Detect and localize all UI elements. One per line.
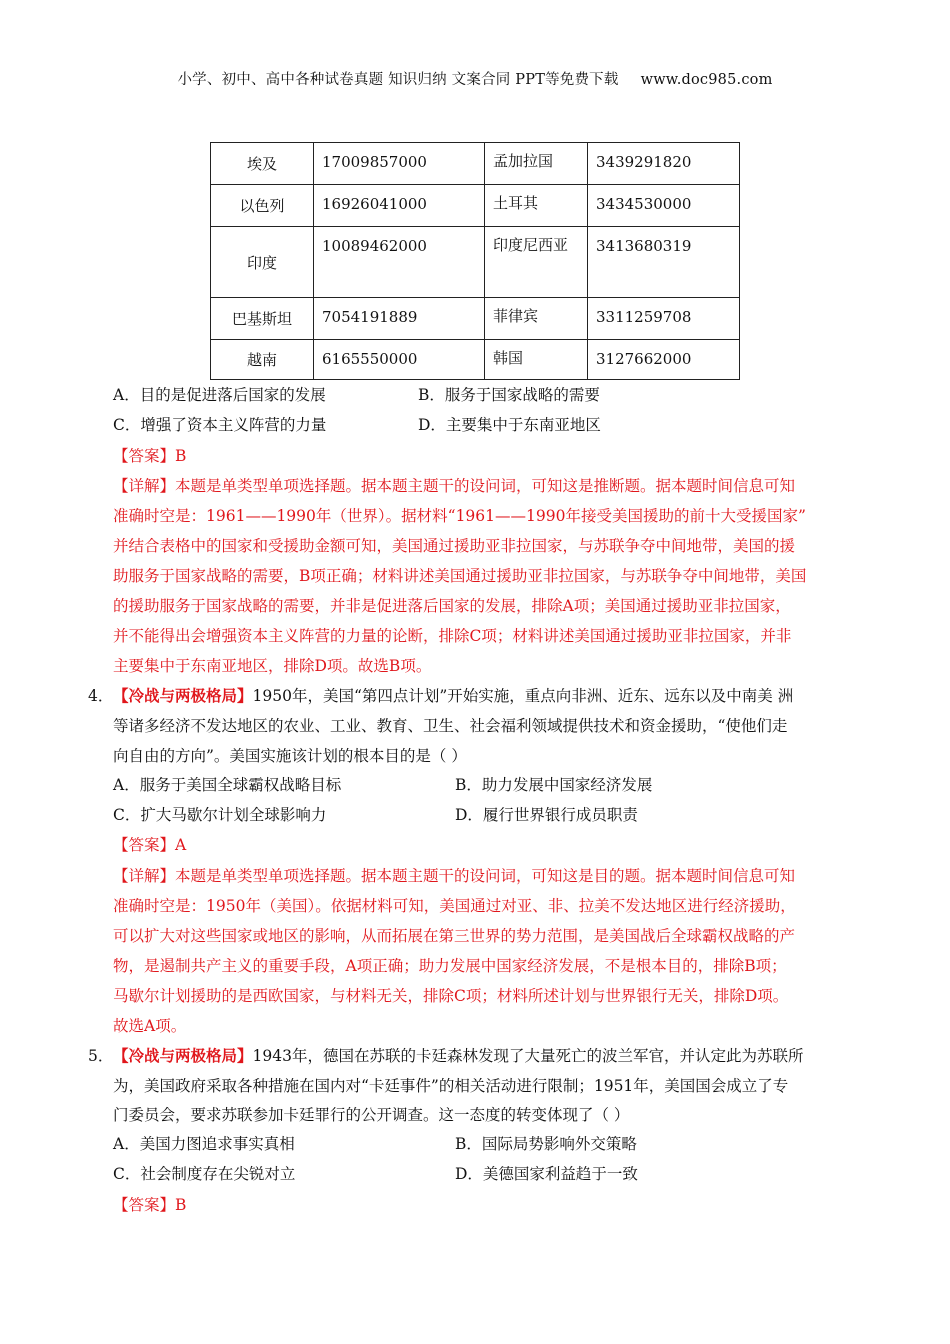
q4-detail-line: 准确时空是：1950年（美国）。依据材料可知，美国通过对亚、非、拉美不发达地区进行经济援助， xyxy=(113,897,796,915)
q5-tag: 【冷战与两极格局】 xyxy=(113,1046,253,1065)
q3-detail-line: 准确时空是：1961——1990年（世界）。据材料“1961——1990年接受美国援助的前十大受援国家” xyxy=(113,507,806,525)
table-row xyxy=(211,185,740,227)
q4-stem-first xyxy=(113,684,793,706)
q4-option-b: B．助力发展中国家经济发展 xyxy=(455,776,653,794)
page-header xyxy=(0,68,950,89)
table-cell: 3439291820 xyxy=(588,143,740,185)
q3-detail-line: 的援助服务于国家战略的需要，并非是促进落后国家的发展，排除A项；美国通过援助亚非拉国家， xyxy=(113,597,791,615)
table-cell: 17009857000 xyxy=(314,143,485,185)
q4-detail-line: 故选A项。 xyxy=(113,1017,187,1035)
q3-detail-line: 并不能得出会增强资本主义阵营的力量的论断，排除C项；材料讲述美国通过援助亚非拉国家，并非 xyxy=(113,627,792,645)
table-cell: 3127662000 xyxy=(588,340,740,380)
q5-option-d: D．美德国家利益趋于一致 xyxy=(455,1165,638,1183)
q5-option-c: C．社会制度存在尖锐对立 xyxy=(113,1165,296,1183)
table-cell: 韩国 xyxy=(485,340,588,380)
q3-option-a: A．目的是促进落后国家的发展 xyxy=(113,386,326,404)
table-cell: 3413680319 xyxy=(588,227,740,298)
q4-number: 4． xyxy=(88,687,114,705)
q5-number: 5． xyxy=(88,1047,114,1065)
q5-stem-first xyxy=(113,1044,803,1066)
q4-tag: 【冷战与两极格局】 xyxy=(113,686,253,705)
q4-option-d: D．履行世界银行成员职责 xyxy=(455,806,638,824)
q4-answer: 【答案】A xyxy=(113,836,187,854)
table-cell: 孟加拉国 xyxy=(485,143,588,185)
q3-option-d: D．主要集中于东南亚地区 xyxy=(418,416,601,434)
q4-option-c: C．扩大马歇尔计划全球影响力 xyxy=(113,806,327,824)
q4-detail-line: 马歇尔计划援助的是西欧国家，与材料无关，排除C项；材料所述计划与世界银行无关，排除D项。 xyxy=(113,987,789,1005)
q4-stem-line: 1950年，美国“第四点计划”开始实施，重点向非洲、近东、远东以及中南美 洲 xyxy=(252,687,794,705)
table-cell: 以色列 xyxy=(211,185,314,227)
table-cell: 菲律宾 xyxy=(485,298,588,340)
q5-stem-line: 1943年，德国在苏联的卡廷森林发现了大量死亡的波兰军官，并认定此为苏联所 xyxy=(252,1047,804,1065)
q5-option-a: A．美国力图追求事实真相 xyxy=(113,1135,295,1153)
q3-option-c: C．增强了资本主义阵营的力量 xyxy=(113,416,327,434)
q4-detail-line: 可以扩大对这些国家或地区的影响，从而拓展在第三世界的势力范围，是美国战后全球霸权战略的产 xyxy=(113,927,796,945)
table-cell: 印度 xyxy=(211,227,314,298)
q5-stem-line: 为，美国政府采取各种措施在国内对“卡廷事件”的相关活动进行限制；1951年，美国国会成立了专 xyxy=(113,1077,789,1095)
q3-detail-line: 并结合表格中的国家和受援助金额可知，美国通过援助亚非拉国家，与苏联争夺中间地带，美国的援 xyxy=(113,537,796,555)
q3-detail-line: 【详解】本题是单类型单项选择题。据本题主题干的设问词，可知这是推断题。据本题时间信息可知 xyxy=(113,477,796,495)
table-cell: 印度尼西亚 xyxy=(485,227,588,298)
table-row xyxy=(211,298,740,340)
q5-stem-line: 门委员会，要求苏联参加卡廷罪行的公开调查。这一态度的转变体现了（ ） xyxy=(113,1106,630,1124)
table-cell: 16926041000 xyxy=(314,185,485,227)
aid-table xyxy=(210,142,740,380)
table-row xyxy=(211,227,740,298)
table-cell: 7054191889 xyxy=(314,298,485,340)
table-cell: 越南 xyxy=(211,340,314,380)
table-cell: 3434530000 xyxy=(588,185,740,227)
header-url[interactable]: www.doc985.com xyxy=(640,72,773,88)
header-text: 小学、初中、高中各种试卷真题 知识归纳 文案合同 PPT等免费下载 xyxy=(177,72,619,88)
table-cell: 土耳其 xyxy=(485,185,588,227)
q4-detail-line: 物，是遏制共产主义的重要手段，A项正确；助力发展中国家经济发展，不是根本目的，排除B项； xyxy=(113,957,787,975)
table-cell: 埃及 xyxy=(211,143,314,185)
table-cell: 10089462000 xyxy=(314,227,485,298)
q3-detail-line: 助服务于国家战略的需要，B项正确；材料讲述美国通过援助亚非拉国家，与苏联争夺中间地带，美国 xyxy=(113,567,807,585)
q3-option-b: B．服务于国家战略的需要 xyxy=(418,386,600,404)
q4-stem-line: 向自由的方向”。美国实施该计划的根本目的是（ ） xyxy=(113,747,467,765)
table-cell: 巴基斯坦 xyxy=(211,298,314,340)
q3-answer: 【答案】B xyxy=(113,447,187,465)
q4-option-a: A．服务于美国全球霸权战略目标 xyxy=(113,776,342,794)
q5-answer: 【答案】B xyxy=(113,1196,187,1214)
q3-detail-line: 主要集中于东南亚地区，排除D项。故选B项。 xyxy=(113,657,432,675)
table-row xyxy=(211,340,740,380)
table-cell: 3311259708 xyxy=(588,298,740,340)
table-cell: 6165550000 xyxy=(314,340,485,380)
table-row xyxy=(211,143,740,185)
q5-option-b: B．国际局势影响外交策略 xyxy=(455,1135,637,1153)
q4-detail-line: 【详解】本题是单类型单项选择题。据本题主题干的设问词，可知这是目的题。据本题时间信息可知 xyxy=(113,867,796,885)
q4-stem-line: 等诸多经济不发达地区的农业、工业、教育、卫生、社会福利领域提供技术和资金援助，“使他们走 xyxy=(113,717,788,735)
